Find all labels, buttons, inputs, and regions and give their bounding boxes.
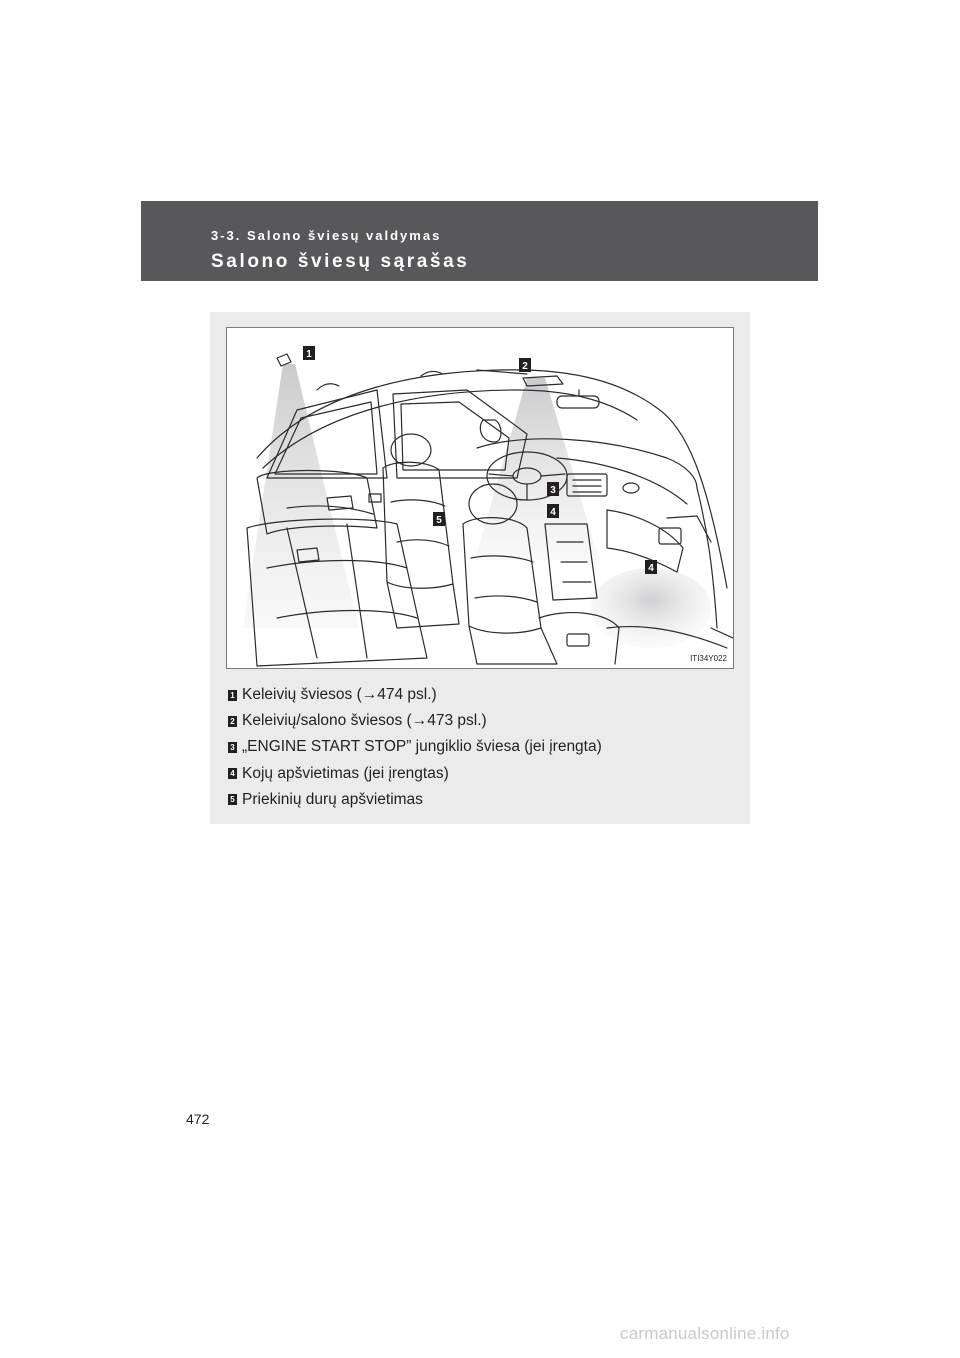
callout-2 [519, 358, 531, 372]
light-beam [475, 378, 599, 560]
legend-text: Keleivių/salono šviesos (→473 psl.) [242, 712, 487, 730]
number-badge: 4 [228, 768, 237, 779]
number-badge: 2 [228, 716, 237, 727]
svg-text:2: 2 [522, 361, 528, 372]
legend-item [228, 682, 602, 708]
svg-text:3: 3 [550, 485, 556, 496]
number-badge: 1 [228, 690, 237, 701]
svg-text:4: 4 [550, 507, 556, 518]
callout-4 [547, 504, 559, 518]
legend-text: Keleivių šviesos (→474 psl.) [242, 686, 437, 704]
legend-item [228, 787, 602, 813]
section-label: 3-3. Salono šviesų valdymas [211, 228, 442, 243]
figure-code: ITI34Y022 [690, 654, 727, 663]
svg-text:4: 4 [648, 563, 654, 574]
car-interior-drawing [227, 328, 733, 668]
legend-text: „ENGINE START STOP” jungiklio šviesa (jei įrengta) [242, 738, 602, 756]
legend-item [228, 734, 602, 760]
callout-3 [547, 482, 559, 496]
car-interior-illustration [226, 327, 734, 669]
legend-item [228, 708, 602, 734]
number-badge: 3 [228, 742, 237, 753]
legend-text: Kojų apšvietimas (jei įrengtas) [242, 764, 449, 782]
callout-5 [433, 512, 445, 526]
section-header [141, 201, 818, 281]
callout-4b [645, 560, 657, 574]
figure-panel [210, 312, 750, 824]
number-badge: 5 [228, 794, 237, 805]
page-number: 472 [186, 1111, 210, 1127]
legend-text: Priekinių durų apšvietimas [242, 790, 423, 808]
callout-badges [303, 346, 657, 574]
watermark-link[interactable]: carmanualsonline.info [620, 1324, 790, 1343]
legend-list [228, 682, 602, 813]
svg-text:1: 1 [306, 349, 312, 360]
legend-item [228, 761, 602, 787]
svg-text:5: 5 [436, 515, 442, 526]
callout-1 [303, 346, 315, 360]
page-title: Salono šviesų sąrašas [211, 251, 470, 272]
